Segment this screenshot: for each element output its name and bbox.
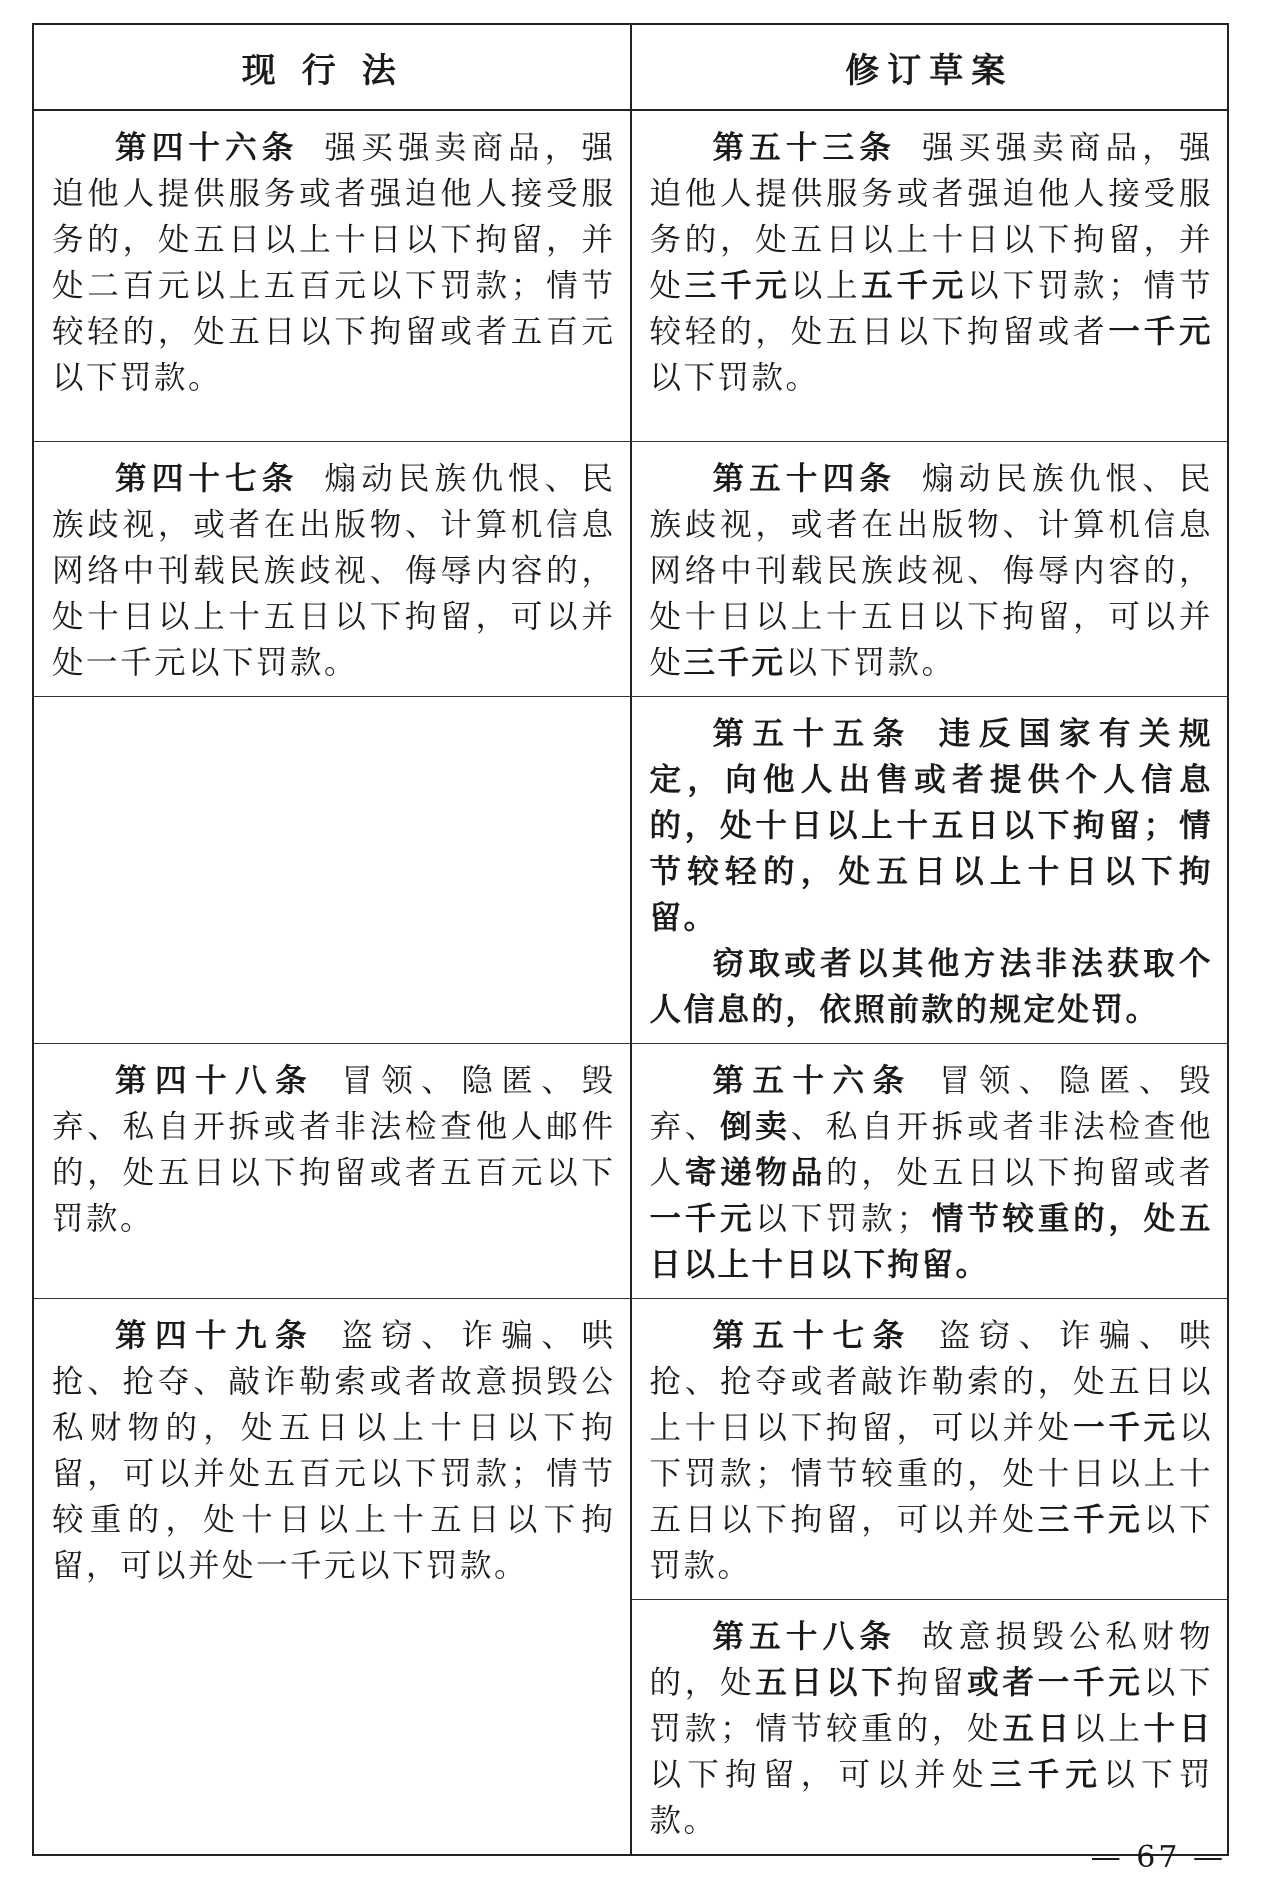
article-body: 以下罚款。 [649, 360, 820, 396]
article-block [632, 442, 1228, 696]
article-body: 故意损毁公私财物的，处 [649, 1619, 1213, 1701]
article-number: 第五十六条 [712, 1063, 913, 1099]
article-body: 以下拘留，可以并处 [649, 1757, 990, 1793]
article-text [52, 125, 616, 401]
amended-text: 情节较重的，处五日以上十日以下拘留。 [649, 1201, 1213, 1283]
article-text [52, 1313, 616, 1589]
article-body: 以下罚款；情节较重的，处 [649, 1665, 1213, 1747]
table-row [34, 442, 1227, 697]
table-body [34, 111, 1227, 1854]
header-draft: 修订草案 [845, 50, 1014, 91]
article-block [632, 1044, 1228, 1298]
draft-cell [632, 1044, 1228, 1298]
article-body: 以下罚款。 [649, 1502, 1213, 1584]
article-body: 的，处五日以下拘留或者 [826, 1155, 1213, 1191]
current-law-cell [34, 442, 632, 696]
article-body: 以下罚款。 [785, 645, 956, 681]
article-number: 第四十八条 [115, 1063, 316, 1099]
article-number: 第五十七条 [712, 1318, 913, 1354]
article-body: 以下罚款； [755, 1201, 931, 1237]
article-number: 第四十六条 [115, 130, 299, 166]
article-block [632, 111, 1228, 411]
article-block [632, 1299, 1228, 1599]
comparison-table [32, 23, 1229, 1856]
article-body: 以下罚款；情节较轻的，处五日以下拘留或者 [649, 268, 1213, 350]
amended-text: 三千元 [683, 645, 786, 681]
article-body: 拘留 [896, 1665, 968, 1701]
current-law-cell [34, 697, 632, 1043]
table-row [34, 111, 1227, 442]
article-text [650, 125, 1214, 401]
article-block [34, 1044, 630, 1252]
draft-cell [632, 1299, 1228, 1854]
amended-text: 一千元 [649, 1201, 756, 1237]
article-text [650, 456, 1214, 686]
draft-cell [632, 442, 1228, 696]
article-body: 盗窃、诈骗、哄抢、抢夺、敲诈勒索或者故意损毁公私财物的，处五日以上十日以下拘留，可以并处五百元以下罚款；情节较重的，处十日以上十五日以下拘留，可以并处一千元以下罚款。 [52, 1318, 616, 1584]
amended-text: 一千元 [1073, 1410, 1179, 1446]
amended-text: 或者一千元 [967, 1665, 1144, 1701]
article-body: 冒领、隐匿、毁弃、私自开拆或者非法检查他人邮件的，处五日以下拘留或者五百元以下罚款。 [52, 1063, 616, 1237]
amended-text: 三千元 [684, 268, 791, 304]
article-text [650, 1058, 1214, 1288]
article-text [52, 1058, 616, 1242]
current-law-cell [34, 1044, 632, 1298]
article-body: 、私自开拆或者非法检查他人 [649, 1109, 1213, 1191]
amended-text: 五千元 [861, 268, 968, 304]
amended-text: 三千元 [1037, 1502, 1144, 1538]
current-law-cell [34, 1299, 632, 1854]
page-number: — 67 — [1090, 1840, 1226, 1875]
header-current-law: 现行法 [34, 25, 632, 109]
article-number: 第五十四条 [712, 461, 897, 497]
article-body: 以上 [790, 268, 862, 304]
amended-text: 倒卖 [720, 1109, 791, 1145]
article-number: 第四十七条 [115, 461, 299, 497]
article-text [650, 1614, 1214, 1844]
amended-text: 违反国家有关规定，向他人出售或者提供个人信息的，处十日以上十五日以下拘留；情节较轻的，处五日以上十日以下拘留。 [649, 716, 1213, 936]
amended-text: 五日以下 [755, 1665, 897, 1701]
article-text [650, 1313, 1214, 1589]
table-row [34, 697, 1227, 1044]
table-row [34, 1044, 1227, 1299]
article-block [632, 1599, 1228, 1854]
amended-text: 寄递物品 [684, 1155, 827, 1191]
article-block [632, 697, 1228, 1043]
article-block [34, 1299, 630, 1599]
article-text [650, 711, 1214, 941]
table-header [34, 25, 1227, 111]
current-law-cell [34, 111, 632, 441]
article-number: 第五十三条 [712, 130, 897, 166]
draft-cell [632, 111, 1228, 441]
article-body: 强买强卖商品，强迫他人提供服务或者强迫他人接受服务的，处五日以上十日以下拘留，并处 [649, 130, 1213, 304]
amended-text: 三千元 [989, 1757, 1104, 1793]
amended-text: 五日 [1002, 1711, 1074, 1747]
article-number: 第五十八条 [712, 1619, 897, 1655]
article-body: 以下罚款；情节较重的，处十日以上十五日以下拘留，可以并处 [649, 1410, 1213, 1538]
article-number: 第四十九条 [115, 1318, 316, 1354]
article-block [34, 442, 630, 696]
article-paragraph [650, 941, 1214, 1033]
amended-text: 一千元 [1108, 314, 1213, 350]
article-block [34, 111, 630, 411]
article-body: 盗窃、诈骗、哄抢、抢夺或者敲诈勒索的，处五日以上十日以下拘留，可以并处 [649, 1318, 1213, 1446]
amended-text: 十日 [1143, 1711, 1213, 1747]
article-body: 强买强卖商品，强迫他人提供服务或者强迫他人接受服务的，处五日以上十日以下拘留，并处二百元以上五百元以下罚款；情节较轻的，处五日以下拘留或者五百元以下罚款。 [52, 130, 616, 396]
article-body: 冒领、隐匿、毁弃、 [649, 1063, 1213, 1145]
table-row [34, 1299, 1227, 1854]
draft-cell [632, 697, 1228, 1043]
article-body: 以下罚款。 [649, 1757, 1213, 1839]
article-body: 煽动民族仇恨、民族歧视，或者在出版物、计算机信息网络中刊载民族歧视、侮辱内容的，处十日以上十五日以下拘留，可以并处 [649, 461, 1213, 681]
article-body: 煽动民族仇恨、民族歧视，或者在出版物、计算机信息网络中刊载民族歧视、侮辱内容的，处十日以上十五日以下拘留，可以并处一千元以下罚款。 [52, 461, 616, 681]
article-number: 第五十五条 [712, 716, 913, 752]
article-text [52, 456, 616, 686]
amended-text: 窃取或者以其他方法非法获取个人信息的，依照前款的规定处罚。 [649, 946, 1213, 1028]
article-body: 以上 [1073, 1711, 1144, 1747]
